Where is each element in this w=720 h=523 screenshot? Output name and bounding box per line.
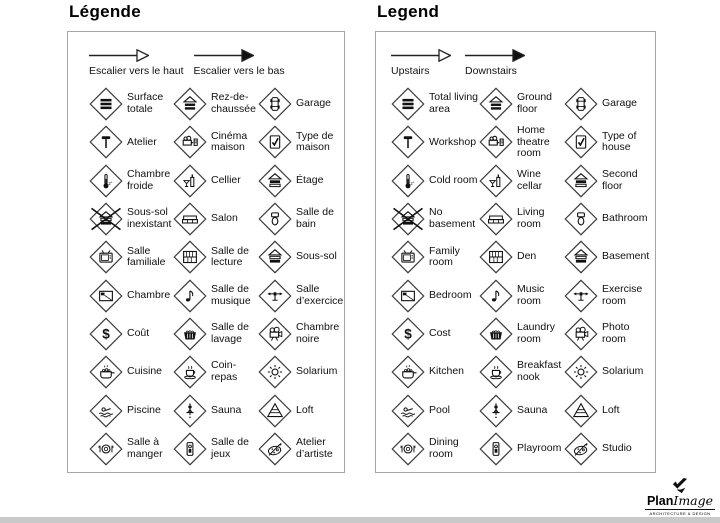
legend-item-studio (258, 430, 344, 468)
legend-item-label: Bedroom (429, 288, 472, 301)
legend-panel-box (375, 31, 656, 473)
downstairs-arrow-icon (194, 49, 254, 62)
cost-icon (89, 317, 123, 351)
legend-item-basement (89, 200, 173, 238)
legend-item-bathroom (258, 200, 344, 238)
legend-item-label: Sous-sol inexistant (127, 206, 172, 231)
legend-item-house-type (564, 123, 650, 161)
legend-item-solarium (258, 353, 344, 391)
laundry-icon (173, 317, 207, 351)
legend-item-label: Studio (602, 441, 632, 454)
bedroom-icon (391, 279, 425, 313)
cold-room-icon (89, 164, 123, 198)
bathroom-icon (564, 202, 598, 236)
legend-item-label: Wine cellar (517, 167, 543, 192)
studio-icon (564, 432, 598, 466)
bedroom-icon (89, 279, 123, 313)
solarium-icon (258, 355, 292, 389)
legend-panel-box (67, 31, 345, 473)
music-room-icon (173, 279, 207, 313)
legend-item-cold-room (391, 162, 479, 200)
legend-item-laundry (479, 315, 564, 353)
arrow-label: Upstairs (391, 65, 430, 77)
legend-grid (391, 85, 650, 468)
legend-item-sauna (479, 391, 564, 429)
logo-text-image: Image (673, 493, 714, 508)
legend-item-label: Bathroom (602, 212, 648, 225)
legend-item-workshop (89, 123, 173, 161)
legend-item-total-area (391, 85, 479, 123)
upstairs-arrow-group (89, 49, 184, 77)
legend-item-family-room (391, 238, 479, 276)
wine-cellar-icon (479, 164, 513, 198)
house-type-icon (258, 125, 292, 159)
legend-panel-french (67, 2, 345, 460)
workshop-icon (89, 125, 123, 159)
legend-item-dining-room (391, 430, 479, 468)
legend-item-workshop (391, 123, 479, 161)
legend-item-label: Type de maison (296, 129, 334, 154)
legend-item-kitchen (89, 353, 173, 391)
legend-item-photo-room (258, 315, 344, 353)
legend-item-den (173, 238, 258, 276)
legend-item-breakfast-nook (173, 353, 258, 391)
legend-item-loft (258, 391, 344, 429)
kitchen-icon (391, 355, 425, 389)
home-theatre-icon (479, 125, 513, 159)
living-room-icon (173, 202, 207, 236)
logo-tagline: ARCHITECTURE & DESIGN (645, 509, 715, 516)
basement-icon (258, 240, 292, 274)
dining-room-icon (89, 432, 123, 466)
legend-item-photo-room (564, 315, 650, 353)
family-room-icon (391, 240, 425, 274)
legend-item-label: Kitchen (429, 365, 465, 378)
solarium-icon (564, 355, 598, 389)
legend-item-label: Atelier (127, 135, 157, 148)
cold-room-icon (391, 164, 425, 198)
photo-room-icon (258, 317, 292, 351)
legend-item-label: Chambre noire (296, 321, 340, 345)
second-floor-icon (564, 164, 598, 198)
basement-icon (89, 202, 123, 236)
legend-item-wine-cellar (173, 162, 258, 200)
legend-grid (89, 85, 344, 468)
stair-arrows-row (391, 49, 525, 77)
legend-item-sauna (173, 391, 258, 429)
legend-item-second-floor (258, 162, 344, 200)
arrow-label: Escalier vers le haut (89, 65, 184, 77)
legend-item-label: Workshop (429, 135, 477, 148)
legend-item-label: Atelier d’artiste (296, 436, 333, 460)
playroom-icon (479, 432, 513, 466)
legend-item-label: Salle de musique (211, 282, 251, 307)
downstairs-arrow-group (465, 49, 525, 77)
studio-icon (258, 432, 292, 466)
legend-item-music-room (479, 276, 564, 314)
legend-item-label: Coût (127, 327, 150, 340)
kitchen-icon (89, 355, 123, 389)
legend-item-label: Surface totale (127, 91, 164, 116)
arrow-label: Downstairs (465, 65, 517, 77)
legend-item-playroom (479, 430, 564, 468)
legend-item-home-theatre (479, 123, 564, 161)
legend-item-bedroom (89, 276, 173, 314)
ground-floor-icon (173, 87, 207, 121)
cost-icon (391, 317, 425, 351)
panel-title-french: Légende (69, 2, 142, 21)
legend-item-label: Salle de jeux (211, 436, 249, 460)
legend-item-label: Salle de bain (296, 206, 334, 231)
photo-room-icon (564, 317, 598, 351)
legend-item-studio (564, 430, 650, 468)
legend-item-label: Dining room (429, 436, 459, 460)
loft-icon (258, 394, 292, 428)
legend-item-house-type (258, 123, 344, 161)
legend-item-label: Cold room (429, 173, 478, 186)
legend-item-kitchen (391, 353, 479, 391)
legend-item-label: Loft (296, 403, 314, 416)
legend-item-pool (89, 391, 173, 429)
planimage-logo-mark-icon (669, 478, 691, 494)
living-room-icon (479, 202, 513, 236)
second-floor-icon (258, 164, 292, 198)
legend-item-label: Pool (429, 403, 451, 416)
breakfast-nook-icon (173, 355, 207, 389)
legend-item-solarium (564, 353, 650, 391)
legend-item-loft (564, 391, 650, 429)
legend-item-basement (564, 238, 650, 276)
legend-item-label: Étage (296, 173, 324, 186)
legend-item-garage (564, 85, 650, 123)
legend-item-label: Salle d’exercice (296, 282, 344, 307)
legend-item-home-theatre (173, 123, 258, 161)
legend-item-label: Family room (429, 244, 460, 269)
planimage-logo (643, 478, 717, 516)
downstairs-arrow-icon (465, 49, 525, 62)
pool-icon (89, 394, 123, 428)
upstairs-arrow-icon (391, 49, 451, 62)
home-theatre-icon (173, 125, 207, 159)
laundry-icon (479, 317, 513, 351)
page-bottom-bar (0, 517, 720, 523)
total-area-icon (89, 87, 123, 121)
legend-item-label: Laundry room (517, 321, 555, 345)
legend-item-label: Solarium (602, 365, 644, 378)
legend-item-label: Chambre (127, 288, 171, 301)
downstairs-arrow-group (194, 49, 285, 77)
legend-item-breakfast-nook (479, 353, 564, 391)
planimage-logo-text (643, 494, 717, 508)
legend-item-cost (391, 315, 479, 353)
legend-item-label: Salon (211, 212, 238, 225)
legend-item-label: Salle familiale (127, 244, 166, 269)
legend-item-basement (391, 200, 479, 238)
legend-item-label: Total living area (429, 91, 479, 116)
legend-item-label: Loft (602, 403, 620, 416)
legend-item-label: Cuisine (127, 365, 163, 378)
legend-item-living-room (173, 200, 258, 238)
legend-item-playroom (173, 430, 258, 468)
legend-item-label: Salle de lecture (211, 244, 249, 269)
legend-item-label: Sauna (517, 403, 548, 416)
legend-item-cost (89, 315, 173, 353)
exercise-room-icon (564, 279, 598, 313)
legend-item-label: Piscine (127, 403, 161, 416)
legend-item-label: Sous-sol (296, 250, 337, 263)
legend-item-label: Music room (517, 282, 545, 307)
legend-item-label: No basement (429, 206, 476, 231)
playroom-icon (173, 432, 207, 466)
den-icon (173, 240, 207, 274)
legend-item-label: Sauna (211, 403, 242, 416)
legend-item-label: Breakfast nook (517, 359, 562, 384)
ground-floor-icon (479, 87, 513, 121)
arrow-label: Escalier vers le bas (193, 65, 285, 77)
legend-item-label: Chambre froide (127, 167, 171, 192)
legend-item-cold-room (89, 162, 173, 200)
legend-item-ground-floor (173, 85, 258, 123)
dining-room-icon (391, 432, 425, 466)
total-area-icon (391, 87, 425, 121)
exercise-room-icon (258, 279, 292, 313)
legend-item-music-room (173, 276, 258, 314)
legend-item-exercise-room (258, 276, 344, 314)
legend-item-label: Living room (517, 206, 545, 231)
wine-cellar-icon (173, 164, 207, 198)
garage-icon (258, 87, 292, 121)
stair-arrows-row (89, 49, 285, 77)
legend-item-label: Basement (602, 250, 650, 263)
legend-item-label: Rez-de-chaussée (211, 91, 256, 116)
legend-item-label: Cellier (211, 173, 241, 186)
legend-item-wine-cellar (479, 162, 564, 200)
family-room-icon (89, 240, 123, 274)
upstairs-arrow-group (391, 49, 451, 77)
legend-item-family-room (89, 238, 173, 276)
legend-item-label: Cinéma maison (211, 129, 248, 154)
loft-icon (564, 394, 598, 428)
legend-item-label: Second floor (602, 167, 638, 192)
garage-icon (564, 87, 598, 121)
upstairs-arrow-icon (89, 49, 149, 62)
legend-item-pool (391, 391, 479, 429)
legend-item-living-room (479, 200, 564, 238)
logo-text-plan: Plan (646, 494, 674, 508)
basement-icon (564, 240, 598, 274)
legend-item-total-area (89, 85, 173, 123)
legend-panel-english (375, 2, 656, 460)
legend-item-label: Cost (429, 327, 451, 340)
legend-item-label: Exercise room (602, 282, 643, 307)
house-type-icon (564, 125, 598, 159)
legend-item-label: Photo room (602, 321, 630, 345)
legend-item-dining-room (89, 430, 173, 468)
legend-item-exercise-room (564, 276, 650, 314)
legend-item-label: Garage (296, 97, 332, 110)
legend-item-label: Garage (602, 97, 638, 110)
workshop-icon (391, 125, 425, 159)
legend-item-bathroom (564, 200, 650, 238)
legend-item-laundry (173, 315, 258, 353)
legend-item-label: Playroom (517, 441, 562, 454)
pool-icon (391, 394, 425, 428)
legend-item-label: Den (517, 250, 537, 263)
legend-item-label: Ground floor (517, 91, 553, 116)
legend-item-second-floor (564, 162, 650, 200)
sauna-icon (173, 394, 207, 428)
bathroom-icon (258, 202, 292, 236)
legend-item-ground-floor (479, 85, 564, 123)
den-icon (479, 240, 513, 274)
music-room-icon (479, 279, 513, 313)
legend-item-label: Salle de lavage (211, 321, 249, 345)
legend-item-label: Type of house (602, 129, 637, 154)
panel-title-english: Legend (377, 2, 440, 21)
legend-item-basement (258, 238, 344, 276)
legend-item-label: Salle à manger (127, 436, 163, 460)
basement-icon (391, 202, 425, 236)
legend-item-label: Coin-repas (211, 359, 238, 384)
legend-item-label: Home theatre room (517, 123, 550, 160)
legend-item-label: Solarium (296, 365, 338, 378)
breakfast-nook-icon (479, 355, 513, 389)
legend-item-bedroom (391, 276, 479, 314)
legend-item-garage (258, 85, 344, 123)
sauna-icon (479, 394, 513, 428)
legend-item-den (479, 238, 564, 276)
